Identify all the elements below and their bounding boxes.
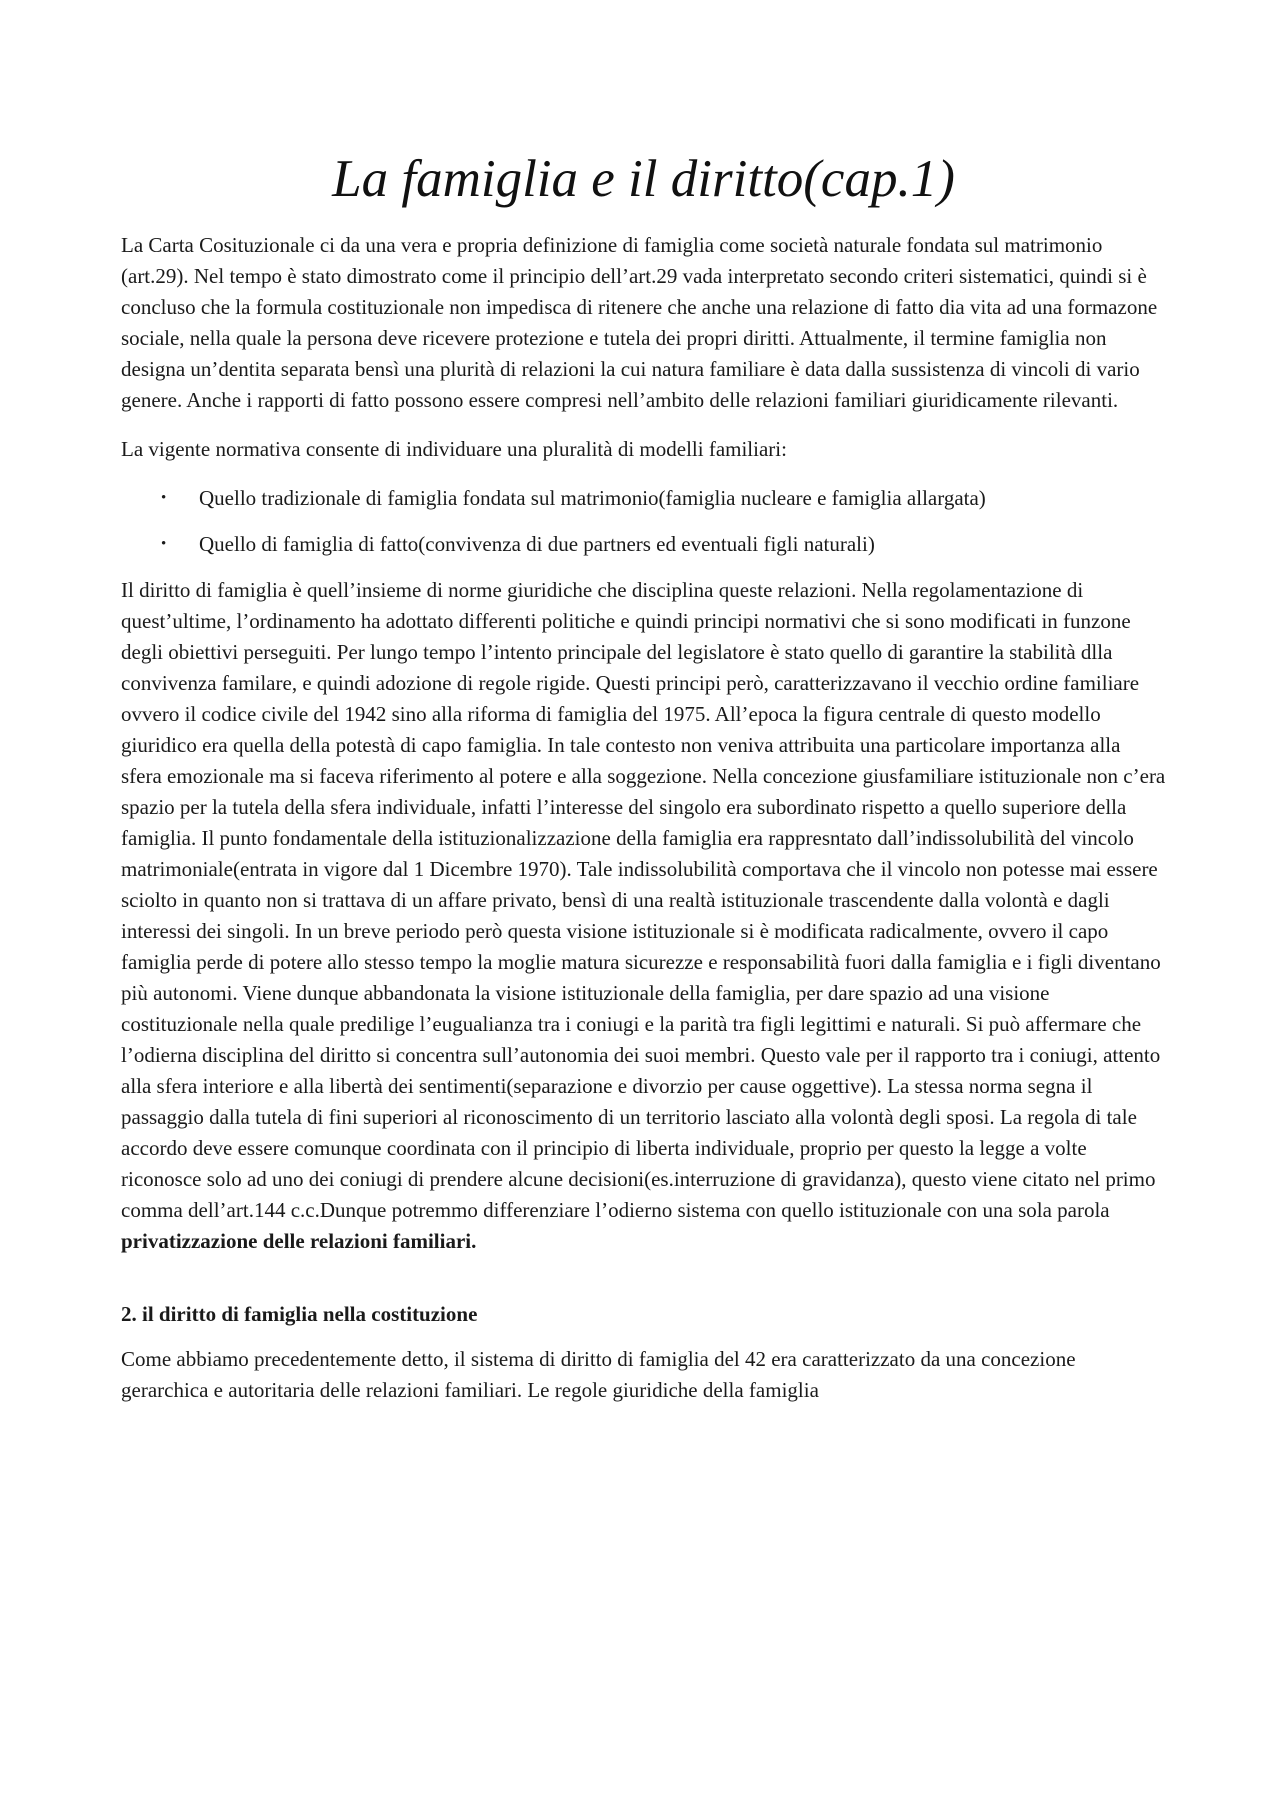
bullet-icon: • (161, 490, 167, 507)
list-item-text: Quello tradizionale di famiglia fondata sul matrimonio(famiglia nucleare e famiglia allargata) (199, 486, 986, 511)
list-item-text: Quello di famiglia di fatto(convivenza di due partners ed eventuali figli naturali) (199, 532, 875, 557)
document-page (121, 150, 1166, 1424)
paragraph-intro: La Carta Cosituzionale ci da una vera e propria definizione di famiglia come società naturale fondata sul matrimonio (art.29). Nel tempo è stato dimostrato come il principio dell’art.29 vada interpretato secondo criteri sistematici, quindi si è concluso che la formula costituzionale non impedisca di ritenere che anche una relazione di fatto dia vita ad una formazone sociale, nella quale la persona deve ricevere protezione e tutela dei propri diritti. Attualmente, il termine famiglia non designa un’dentita separata bensì una plurità di relazioni la cui natura familiare è data dalla sussistenza di vincoli di vario genere. Anche i rapporti di fatto possono essere compresi nell’ambito delle relazioni familiari giuridicamente rilevanti. (121, 233, 1158, 413)
paragraph-family-law-emphasis: privatizzazione delle relazioni familiari. (121, 1229, 477, 1254)
family-models-list (121, 483, 1166, 560)
paragraph-family-law (121, 575, 1166, 1257)
paragraph-family-law-text: Il diritto di famiglia è quell’insieme di norme giuridiche che disciplina queste relazioni. Nella regolamentazione di quest’ultime, l’ordinamento ha adottato differenti politiche e quindi principi normativi che si sono modificati in funzone degli obiettivi perseguiti. Per lungo tempo l’intento principale del legislatore è stato quello di garantire la stabilità dlla convivenza familare, e quindi adozione di regole rigide. Questi principi però, caratterizzavano il vecchio ordine familiare ovvero il codice civile del 1942 sino alla riforma di famiglia del 1975. All’epoca la figura centrale di questo modello giuridico era quella della potestà di capo famiglia. In tale contesto non veniva attribuita una particolare importanza alla sfera emozionale ma si faceva riferimento al potere e alla soggezione. Nella concezione giusfamiliare istituzionale non c’era spazio per la tutela della sfera individuale, infatti l’interesse del singolo era subordinato rispetto a quello superiore della famiglia. Il punto fondamentale della istituzionalizzazione della famiglia era rappresntato dall’indissolubilità del vincolo matrimoniale(entrata in vigore dal 1 Dicembre 1970). Tale indissolubilità comportava che il vincolo non potesse mai essere sciolto in quanto non si trattava di un affare privato, bensì di una realtà istituzionale trascendente dalla volontà e dagli interessi dei singoli. In un breve periodo però questa visione istituzionale si è modificata radicalmente, ovvero il capo famiglia perde di potere allo stesso tempo la moglie matura sicurezze e responsabilità fuori dalla famiglia e i figli diventano più autonomi. Viene dunque abbandonata la visione istituzionale della famiglia, per dare spazio ad una visione costituzionale nella quale predilige l’eugualianza tra i coniugi e la parità tra figli legittimi e naturali. Si può affermare che l’odierna disciplina del diritto si concentra sull’autonomia dei suoi membri. Questo vale per il rapporto tra i coniugi, attento alla sfera interiore e alla libertà dei sentimenti(separazione e divorzio per cause oggettive). La stessa norma segna il passaggio dalla tutela di fini superiori al riconoscimento di un territorio lasciato alla volontà degli sposi. La regola di tale accordo deve essere comunque coordinata con il principio di liberta individuale, proprio per questo la legge a volte riconosce solo ad uno dei coniugi di prendere alcune decisioni(es.interruzione di gravidanza), questo viene citato nel primo comma dell’art.144 c.c.Dunque potremmo differenziare l’odierno sistema con quello istituzionale con una sola parola (121, 578, 1166, 1223)
list-item (121, 483, 1166, 514)
section-heading: 2. il diritto di famiglia nella costituzione (121, 1302, 478, 1327)
document-title: La famiglia e il diritto(cap.1) (332, 150, 955, 208)
list-item (121, 529, 1166, 560)
bullet-icon: • (161, 536, 167, 553)
paragraph-models-intro: La vigente normativa consente di individuare una pluralità di modelli familiari: (121, 437, 787, 462)
paragraph-constitution: Come abbiamo precedentemente detto, il sistema di diritto di famiglia del 42 era caratterizzato da una concezione gerarchica e autoritaria delle relazioni familiari. Le regole giuridiche della famiglia (121, 1347, 1076, 1403)
